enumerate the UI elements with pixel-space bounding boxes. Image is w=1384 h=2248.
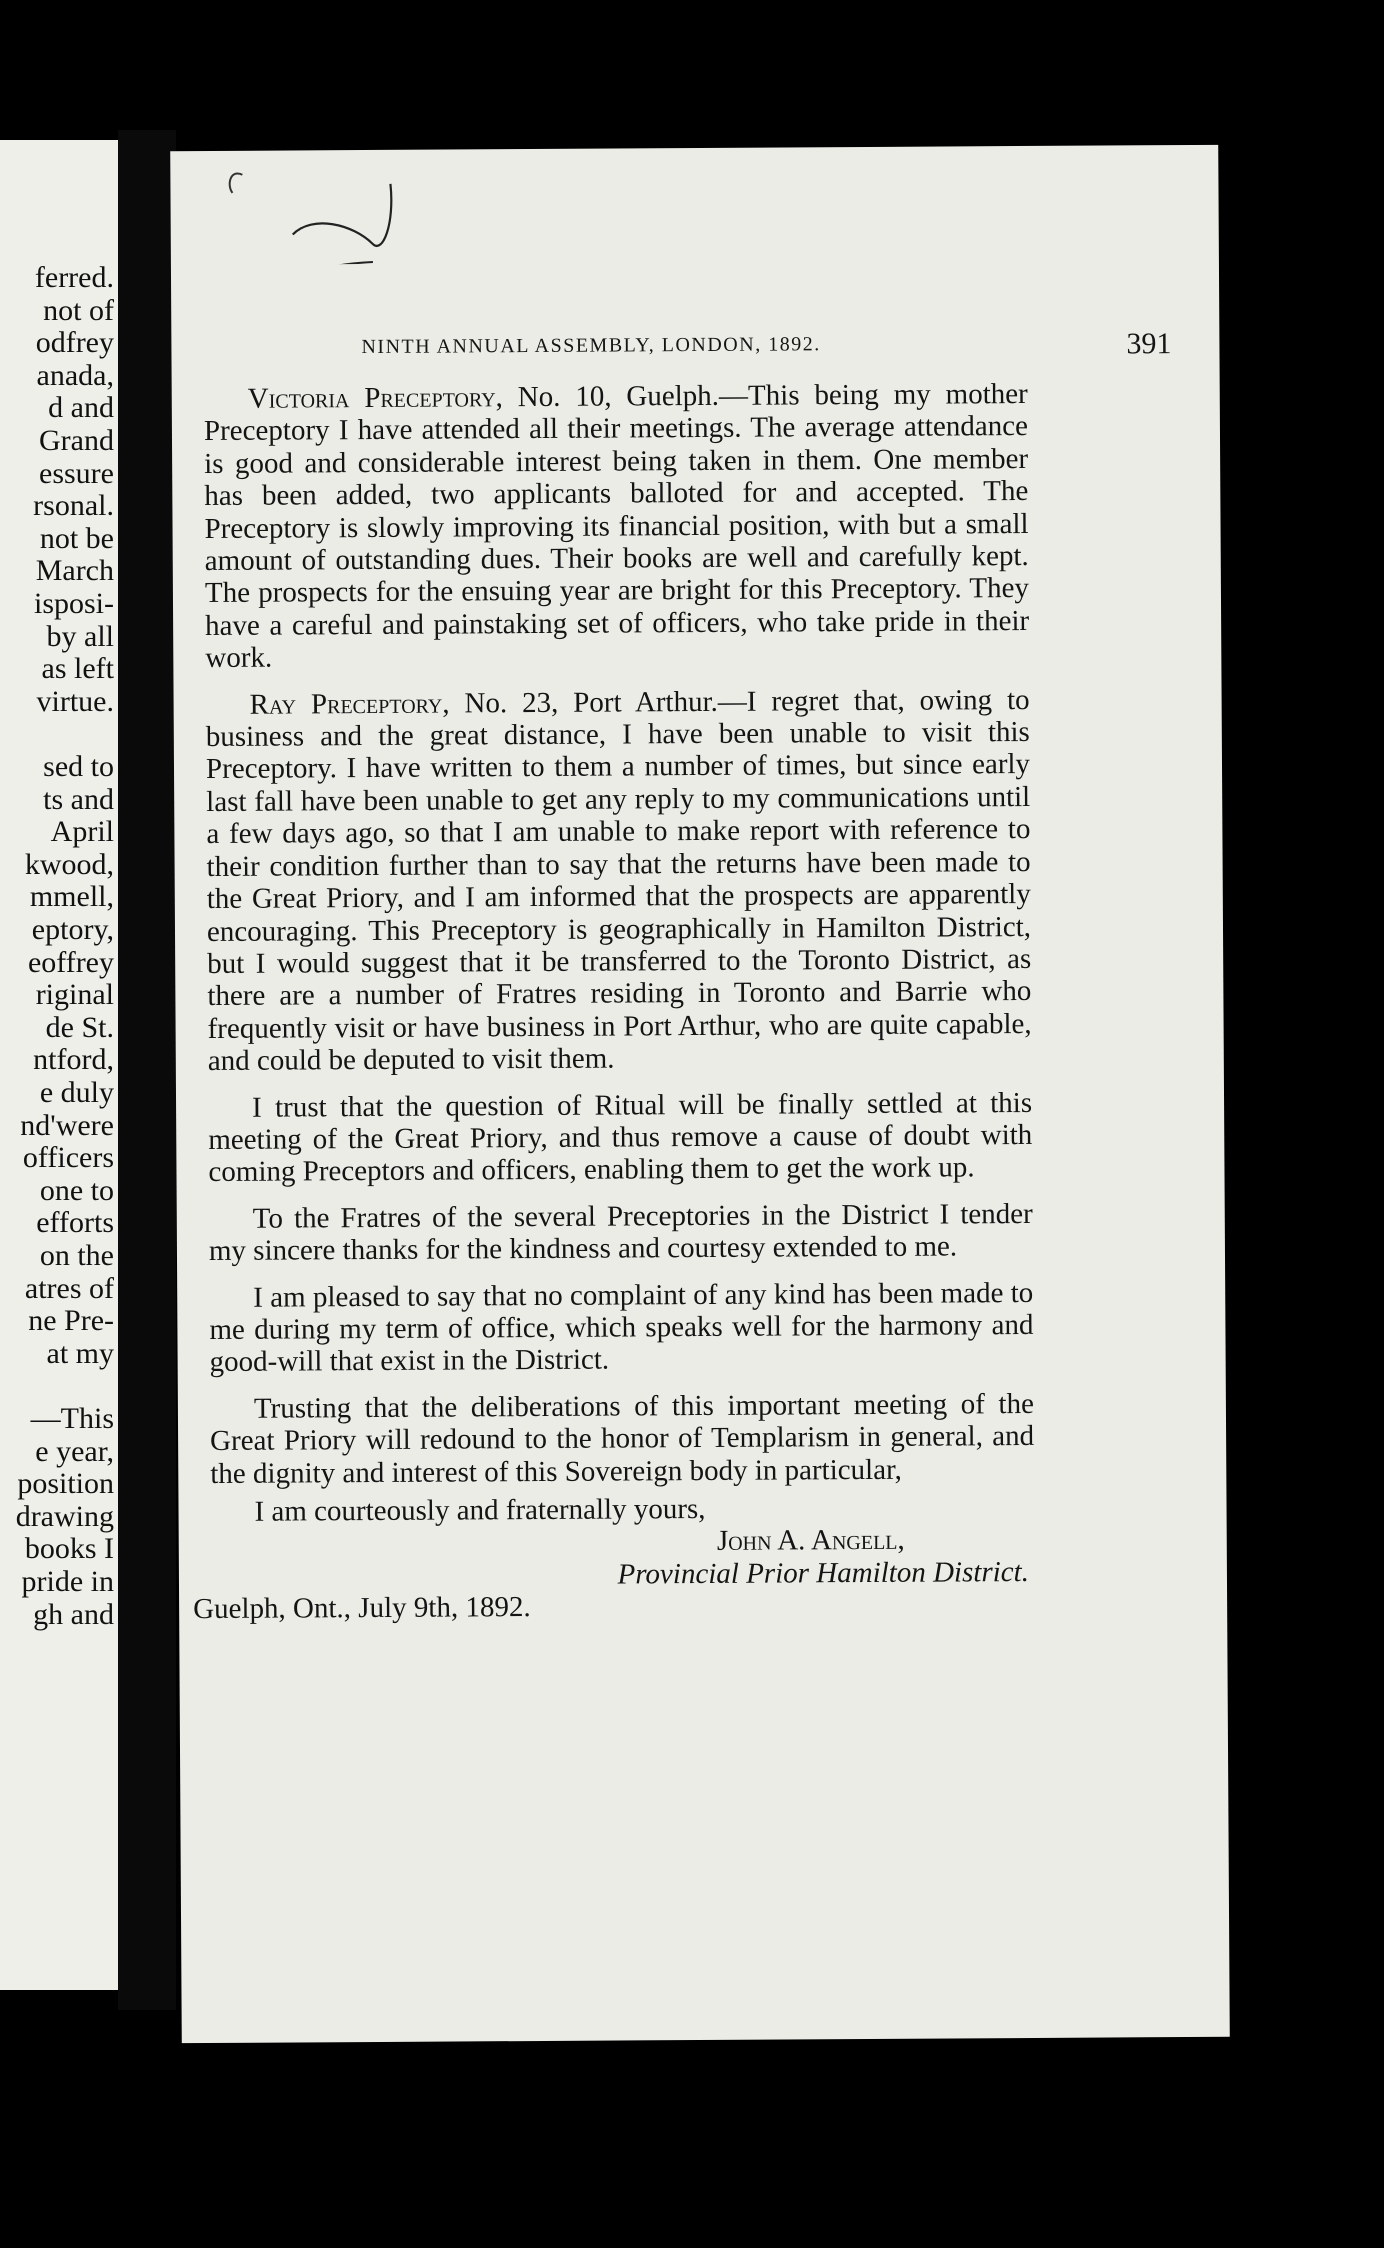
paragraph-heading: Victoria Preceptory, bbox=[247, 381, 503, 415]
facing-page-line: mmell, bbox=[29, 880, 114, 914]
signer-title: Provincial Prior Hamilton District. bbox=[617, 1555, 1030, 1591]
running-title: NINTH ANNUAL ASSEMBLY, LONDON, 1892. bbox=[361, 333, 821, 359]
facing-page-line: not of bbox=[43, 293, 114, 327]
facing-page-line: kwood, bbox=[24, 847, 114, 881]
facing-page-line: e year, bbox=[35, 1434, 114, 1468]
paragraph-text: Trusting that the deliberations of this important meeting of the Great Priory will redound to the honor of Templarism in general, and the dignity and interest of this Sovereign body in particular, bbox=[210, 1387, 1035, 1490]
running-header bbox=[361, 323, 1191, 368]
facing-page-line: drawing bbox=[15, 1499, 114, 1533]
paragraph-victoria bbox=[204, 378, 1030, 675]
facing-page-line: one to bbox=[39, 1173, 114, 1207]
facing-page-line: not be bbox=[39, 521, 114, 555]
book-page bbox=[170, 145, 1230, 2043]
facing-page-line: isposi- bbox=[33, 587, 114, 620]
facing-page-line: sed to bbox=[43, 750, 114, 783]
facing-page-line: Grand bbox=[39, 424, 114, 457]
paragraph-thanks bbox=[209, 1198, 1033, 1268]
facing-page-line: by all bbox=[46, 619, 114, 653]
paragraph-text: I am pleased to say that no complaint of any kind has been made to me during my term of office, which speaks well for the harmony and good-will that exist in the District. bbox=[209, 1276, 1034, 1379]
pencil-mark-icon bbox=[222, 145, 403, 265]
facing-page-line: ntford, bbox=[33, 1043, 114, 1077]
page-body bbox=[193, 377, 1036, 1626]
facing-page-line: pride in bbox=[21, 1565, 114, 1598]
letter-closing bbox=[193, 1491, 1035, 1626]
facing-page-line: essure bbox=[39, 456, 114, 490]
facing-page-line: ts and bbox=[43, 782, 114, 816]
facing-page-line: at my bbox=[46, 1336, 114, 1370]
paragraph-text: I trust that the question of Ritual will be finally settled at this meeting of the Great Priory, and thus remove a cause of doubt with coming Preceptors and officers, enabling them to get the work up. bbox=[208, 1086, 1033, 1189]
facing-page-line: nd'were bbox=[20, 1108, 114, 1142]
facing-page-line: d and bbox=[48, 391, 114, 425]
facing-page-line: anada, bbox=[36, 358, 114, 392]
paragraph-ritual bbox=[208, 1087, 1033, 1189]
facing-page-line: atres of bbox=[24, 1271, 114, 1305]
facing-page-line: rsonal. bbox=[33, 489, 114, 523]
facing-page-line: efforts bbox=[36, 1206, 114, 1240]
facing-page-line: as left bbox=[41, 652, 114, 686]
facing-page-line: March bbox=[35, 554, 114, 588]
salutation: I am courteously and fraternally yours, bbox=[254, 1492, 706, 1528]
facing-page-line: eoffrey bbox=[27, 945, 114, 979]
paragraph-text: No. 23, Port Arthur.—I regret that, owing to business and the great distance, I have been unable to visit this Preceptory. I have written to them a number of times, but since early last fall have been unable to get any reply to my communications until a few days ago, so that I am unable to make report with reference to their condition further than to say that the returns have been made to the Great Priory, and I am informed that the prospects are apparently encouraging. This Preceptory is geographically in Hamilton District, but I would suggest that it be transferred to the Toronto District, as there are a number of Fratres residing in Toronto and Barrie who frequently visit or have business in Port Arthur, who are quite capable, and could be deputed to visit them. bbox=[205, 683, 1032, 1078]
facing-page-line: ne Pre- bbox=[28, 1304, 114, 1338]
paragraph-text: No. 10, Guelph.—This being my mother Preceptory I have attended all their meetings. The average attendance is good and considerable interest being taken in them. One member has been added, two applicants balloted for and accepted. The Preceptory is slowly improving its financial position, with but a small amount of outstanding dues. Their books are well and carefully kept. The prospects for the ensuing year are bright for this Preceptory. They have a careful and painstaking set of officers, who take pride in their work. bbox=[203, 377, 1030, 675]
place-and-date: Guelph, Ont., July 9th, 1892. bbox=[193, 1591, 531, 1626]
facing-page-fragment bbox=[0, 140, 118, 1990]
facing-page-line: odfrey bbox=[35, 326, 114, 360]
facing-page-line: gh and bbox=[33, 1597, 114, 1631]
facing-page-line: on the bbox=[39, 1239, 114, 1272]
facing-page-line: officers bbox=[22, 1141, 114, 1175]
facing-page-line: de St. bbox=[45, 1010, 114, 1044]
paragraph-no-complaint bbox=[209, 1277, 1034, 1379]
paragraph-heading: Ray Preceptory, bbox=[249, 687, 450, 721]
facing-page-line: April bbox=[50, 815, 114, 849]
book-gutter bbox=[118, 130, 176, 2010]
paragraph-text: To the Fratres of the several Preceptories in the District I tender my sincere thanks for the kindness and courtesy extended to me. bbox=[208, 1197, 1033, 1268]
page-number: 391 bbox=[1126, 327, 1172, 361]
facing-page-line: riginal bbox=[35, 978, 114, 1012]
paragraph-trusting bbox=[210, 1388, 1035, 1490]
facing-page-line: e duly bbox=[39, 1076, 114, 1109]
facing-page-line: virtue. bbox=[36, 684, 114, 718]
facing-page-line: ferred. bbox=[34, 261, 114, 294]
facing-page-line: —This bbox=[30, 1402, 114, 1435]
paragraph-ray bbox=[206, 684, 1032, 1078]
facing-page-line: eptory, bbox=[31, 913, 114, 946]
facing-page-line: books I bbox=[24, 1532, 114, 1566]
signer-name: John A. Angell, bbox=[716, 1524, 905, 1558]
facing-page-line: position bbox=[17, 1467, 114, 1501]
